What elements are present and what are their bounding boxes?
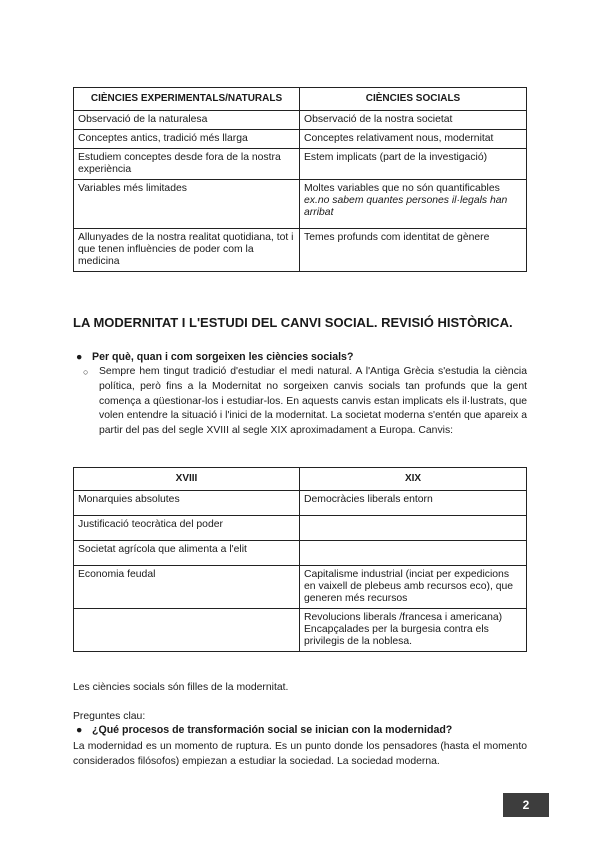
table-row [74,229,527,272]
table-header-row [74,88,527,111]
conclusion-text: Les ciències socials són filles de la modernitat. [73,682,289,693]
table-cell: Allunyades de la nostra realitat quotidiana, tot i que tenen influències de poder com la medicina [74,229,300,272]
table-cell [300,516,527,541]
table-row [74,111,527,130]
table-row [74,491,527,516]
table-cell: Revolucions liberals /francesa i americana) Encapçalades per la burgesia contra els privilegis de la noblesa. [300,609,527,652]
table-cell [300,541,527,566]
table-cell: Observació de la naturalesa [74,111,300,130]
table-row [74,180,527,229]
table-cell: Temes profunds com identitat de gènere [300,229,527,272]
table-cell: Capitalisme industrial (inciat per expedicions en vaixell de plebeus amb recursos eco), que generen més recursos [300,566,527,609]
paragraph-text: Sempre hem tingut tradició d'estudiar el medi natural. A l'Antiga Grècia s'estudia la ciència política, però fins a la Modernitat no sorgeixen canvis socials tan profunds que la gent comença a qüestionar-los i estudiar-los. En aquests canvis estan implicats els il·lustrats, que volen entendre la situació i l'inici de la modernitat. La societat moderna s'entén que apareix a partir del pas del segle XVIII al segle XIX aproximadament a Europa. Canvis: [99,366,527,437]
sub-bullet-paragraph [83,365,527,439]
key-questions-label: Preguntes clau: [73,711,146,722]
table-header-cell: XVIII [74,468,300,491]
question-text: Per què, quan i com sorgeixen les ciències socials? [92,351,354,363]
cell-text: Moltes variables que no són quantificables [304,183,500,194]
bullet-question [76,351,526,364]
table-row [74,541,527,566]
bullet-dot-icon: ● [76,724,83,736]
table-cell [74,609,300,652]
section-heading: LA MODERNITAT I L'ESTUDI DEL CANVI SOCIAL. REVISIÓ HISTÒRICA. [73,315,513,330]
table-header-cell: XIX [300,468,527,491]
table-cell: Justificació teocràtica del poder [74,516,300,541]
comparison-table-centuries [73,467,527,652]
table-cell: Monarquies absolutes [74,491,300,516]
table-cell: Estem implicats (part de la investigació) [300,149,527,180]
bullet-dot-icon: ● [76,351,83,363]
table-cell: Variables més limitades [74,180,300,229]
table-cell: Economia feudal [74,566,300,609]
table-cell: Observació de la nostra societat [300,111,527,130]
table-row [74,130,527,149]
table-row [74,566,527,609]
table-row [74,609,527,652]
table-cell: Estudiem conceptes desde fora de la nostra experiència [74,149,300,180]
table-row [74,516,527,541]
table-header-cell: CIÈNCIES SOCIALS [300,88,527,111]
table-row [74,149,527,180]
table-header-cell: CIÈNCIES EXPERIMENTALS/NATURALS [74,88,300,111]
key-paragraph: La modernidad es un momento de ruptura. Es un punto donde los pensadores (hasta el momento considerados filósofos) empiezan a estudiar la sociedad. La sociedad moderna. [73,741,527,767]
table-cell: Societat agrícola que alimenta a l'elit [74,541,300,566]
bullet-key-question [76,724,526,737]
key-question-text: ¿Qué procesos de transformación social se inician con la modernidad? [92,724,453,736]
table-cell: Conceptes relativament nous, modernitat [300,130,527,149]
cell-example-italic: ex.no sabem quantes persones il·legals han arribat [304,195,508,218]
page-number-badge: 2 [503,793,549,817]
table-cell: Conceptes antics, tradició més llarga [74,130,300,149]
table-cell: Democràcies liberals entorn [300,491,527,516]
table-cell [300,180,527,229]
hollow-bullet-icon: ○ [83,367,89,377]
comparison-table-sciences [73,87,527,272]
table-header-row [74,468,527,491]
